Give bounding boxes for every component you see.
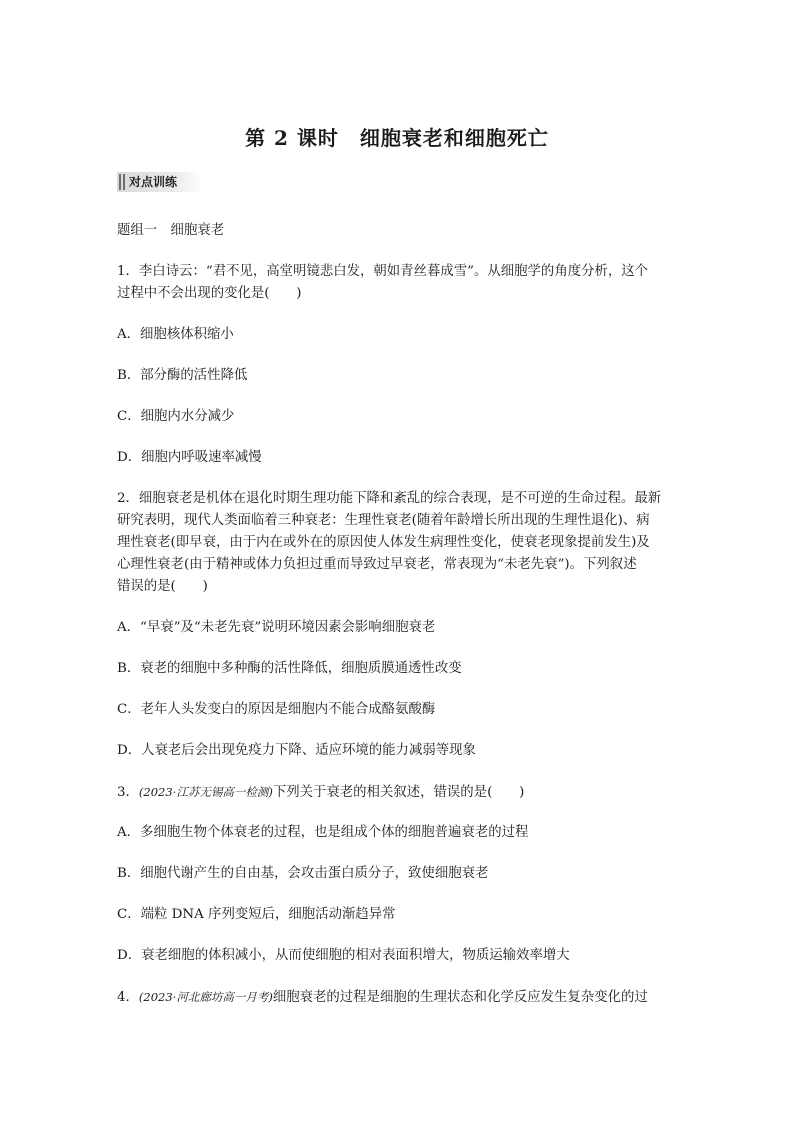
option-a: A．多细胞生物个体衰老的过程，也是组成个体的细胞普遍衰老的过程 — [117, 825, 529, 840]
group-heading: 题组一 细胞衰老 — [117, 223, 225, 238]
option-a: A．细胞核体积缩小 — [117, 327, 234, 342]
page-title: 第 2 课时 细胞衰老和细胞死亡 — [245, 126, 549, 150]
option-a: A．“早衰”及“未老先衰”说明环境因素会影响细胞衰老 — [117, 620, 436, 635]
question-stem: 过程中不会出现的变化是( ) — [117, 286, 302, 301]
question-stem: 研究表明，现代人类面临着三种衰老：生理性衰老(随着年龄增长所出现的生理性退化)、病 — [117, 513, 650, 528]
option-b: B．衰老的细胞中多种酶的活性降低，细胞质膜通透性改变 — [117, 661, 462, 676]
question-1 — [117, 261, 679, 488]
question-stem: 1．李白诗云：“君不见，高堂明镜悲白发，朝如青丝暮成雪”。从细胞学的角度分析，这个 — [117, 264, 649, 279]
option-d: D．人衰老后会出现免疫力下降、适应环境的能力减弱等现象 — [117, 743, 476, 758]
option-c: C．端粒 DNA 序列变短后，细胞活动渐趋异常 — [117, 907, 396, 922]
option-b: B．细胞代谢产生的自由基，会攻击蛋白质分子，致使细胞衰老 — [117, 866, 489, 881]
section-tag — [117, 172, 203, 192]
option-b: B．部分酶的活性降低 — [117, 368, 248, 383]
question-2 — [117, 488, 679, 781]
question-stem — [117, 986, 679, 1008]
option-c: C．老年人头发变白的原因是细胞内不能合成酪氨酸酶 — [117, 702, 436, 717]
option-c: C．细胞内水分减少 — [117, 409, 235, 424]
question-stem-text: 下列关于衰老的相关叙述，错误的是( ) — [272, 785, 525, 800]
question-3 — [117, 781, 679, 986]
question-stem: 心理性衰老(由于精神或体力负担过重而导致过早衰老，常表现为“未老先衰”)。下列叙述 — [117, 557, 637, 572]
question-number: 4． — [117, 990, 139, 1005]
question-stem: 理性衰老(即早衰，由于内在或外在的原因使人体发生病理性变化，使衰老现象提前发生)及 — [117, 535, 650, 550]
question-source: (2023·江苏无锡高一检测) — [138, 785, 273, 799]
section-tag-label: 对点训练 — [129, 175, 178, 189]
question-4 — [117, 986, 679, 1008]
question-stem: 2．细胞衰老是机体在退化时期生理功能下降和紊乱的综合表现，是不可逆的生命过程。最新 — [117, 491, 662, 506]
question-stem — [117, 781, 679, 803]
question-source: (2023·河北廊坊高一月考) — [138, 990, 273, 1004]
question-stem: 错误的是( ) — [117, 579, 208, 594]
tag-bar-decoration — [119, 174, 121, 190]
question-stem-text: 细胞衰老的过程是细胞的生理状态和化学反应发生复杂变化的过 — [272, 990, 648, 1005]
tag-bar-decoration — [123, 174, 125, 190]
question-number: 3． — [117, 785, 139, 800]
option-d: D．细胞内呼吸速率减慢 — [117, 450, 262, 465]
question-list — [117, 220, 679, 1008]
option-d: D．衰老细胞的体积减小，从而使细胞的相对表面积增大，物质运输效率增大 — [117, 948, 570, 963]
